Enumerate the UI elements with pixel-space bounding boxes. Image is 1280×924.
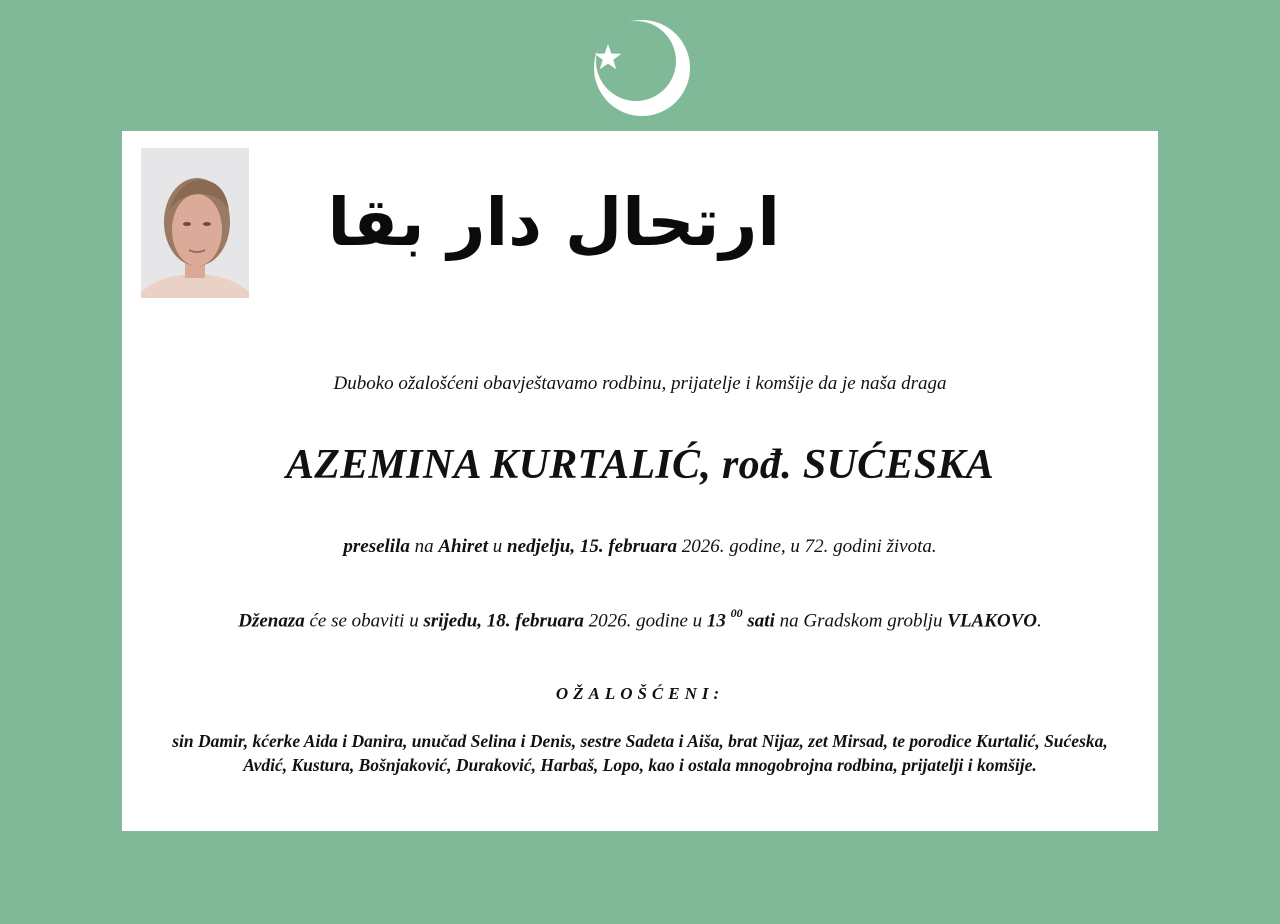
- arabic-calligraphy: ارتحال دار بقا: [327, 184, 780, 261]
- death-text-2: u: [488, 536, 507, 557]
- crescent-star-icon: [588, 18, 692, 118]
- death-text-1: na: [409, 536, 439, 557]
- cemetery-name: VLAKOVO: [947, 610, 1038, 632]
- funeral-text-1: će se obaviti u: [304, 610, 424, 632]
- death-word: preselila: [343, 536, 410, 557]
- funeral-date: srijedu, 18. februara: [423, 610, 584, 632]
- obituary-card: [122, 131, 1158, 831]
- deceased-name: AZEMINA KURTALIĆ, rođ. SUĆESKA: [285, 442, 995, 488]
- intro-text: Duboko ožalošćeni obavještavamo rodbinu, prijatelje i komšije da je naša draga: [333, 373, 947, 394]
- funeral-word: Dženaza: [238, 610, 305, 632]
- mourners-list: sin Damir, kćerke Aida i Danira, unučad Selina i Denis, sestre Sadeta i Aiša, brat Nijaz, zet Mirsad, te porodice Kurtalić, Sućeska, Avdić, Kustura, Bošnjaković, Duraković, Harbaš, Lopo, kao i ostala mnogobrojna rodbina, prijatelji i komšije.: [172, 731, 1108, 775]
- funeral-minutes: 00: [730, 606, 743, 620]
- death-date: nedjelju, 15. februara: [507, 536, 677, 557]
- funeral-hours-word: sati: [747, 610, 775, 632]
- mourners-title: OŽALOŠĆENI:: [555, 684, 725, 703]
- funeral-hour: 13: [706, 610, 726, 632]
- death-text-3: 2026. godine, u 72. godini života.: [676, 536, 937, 557]
- funeral-text-2: 2026. godine u: [583, 610, 707, 632]
- death-date-line: [122, 536, 1158, 558]
- ahiret-word: Ahiret: [438, 536, 488, 557]
- funeral-line: [122, 608, 1158, 632]
- funeral-text-4: .: [1037, 610, 1042, 632]
- funeral-text-3: na Gradskom groblju: [774, 610, 948, 632]
- portrait-photo: [141, 148, 249, 298]
